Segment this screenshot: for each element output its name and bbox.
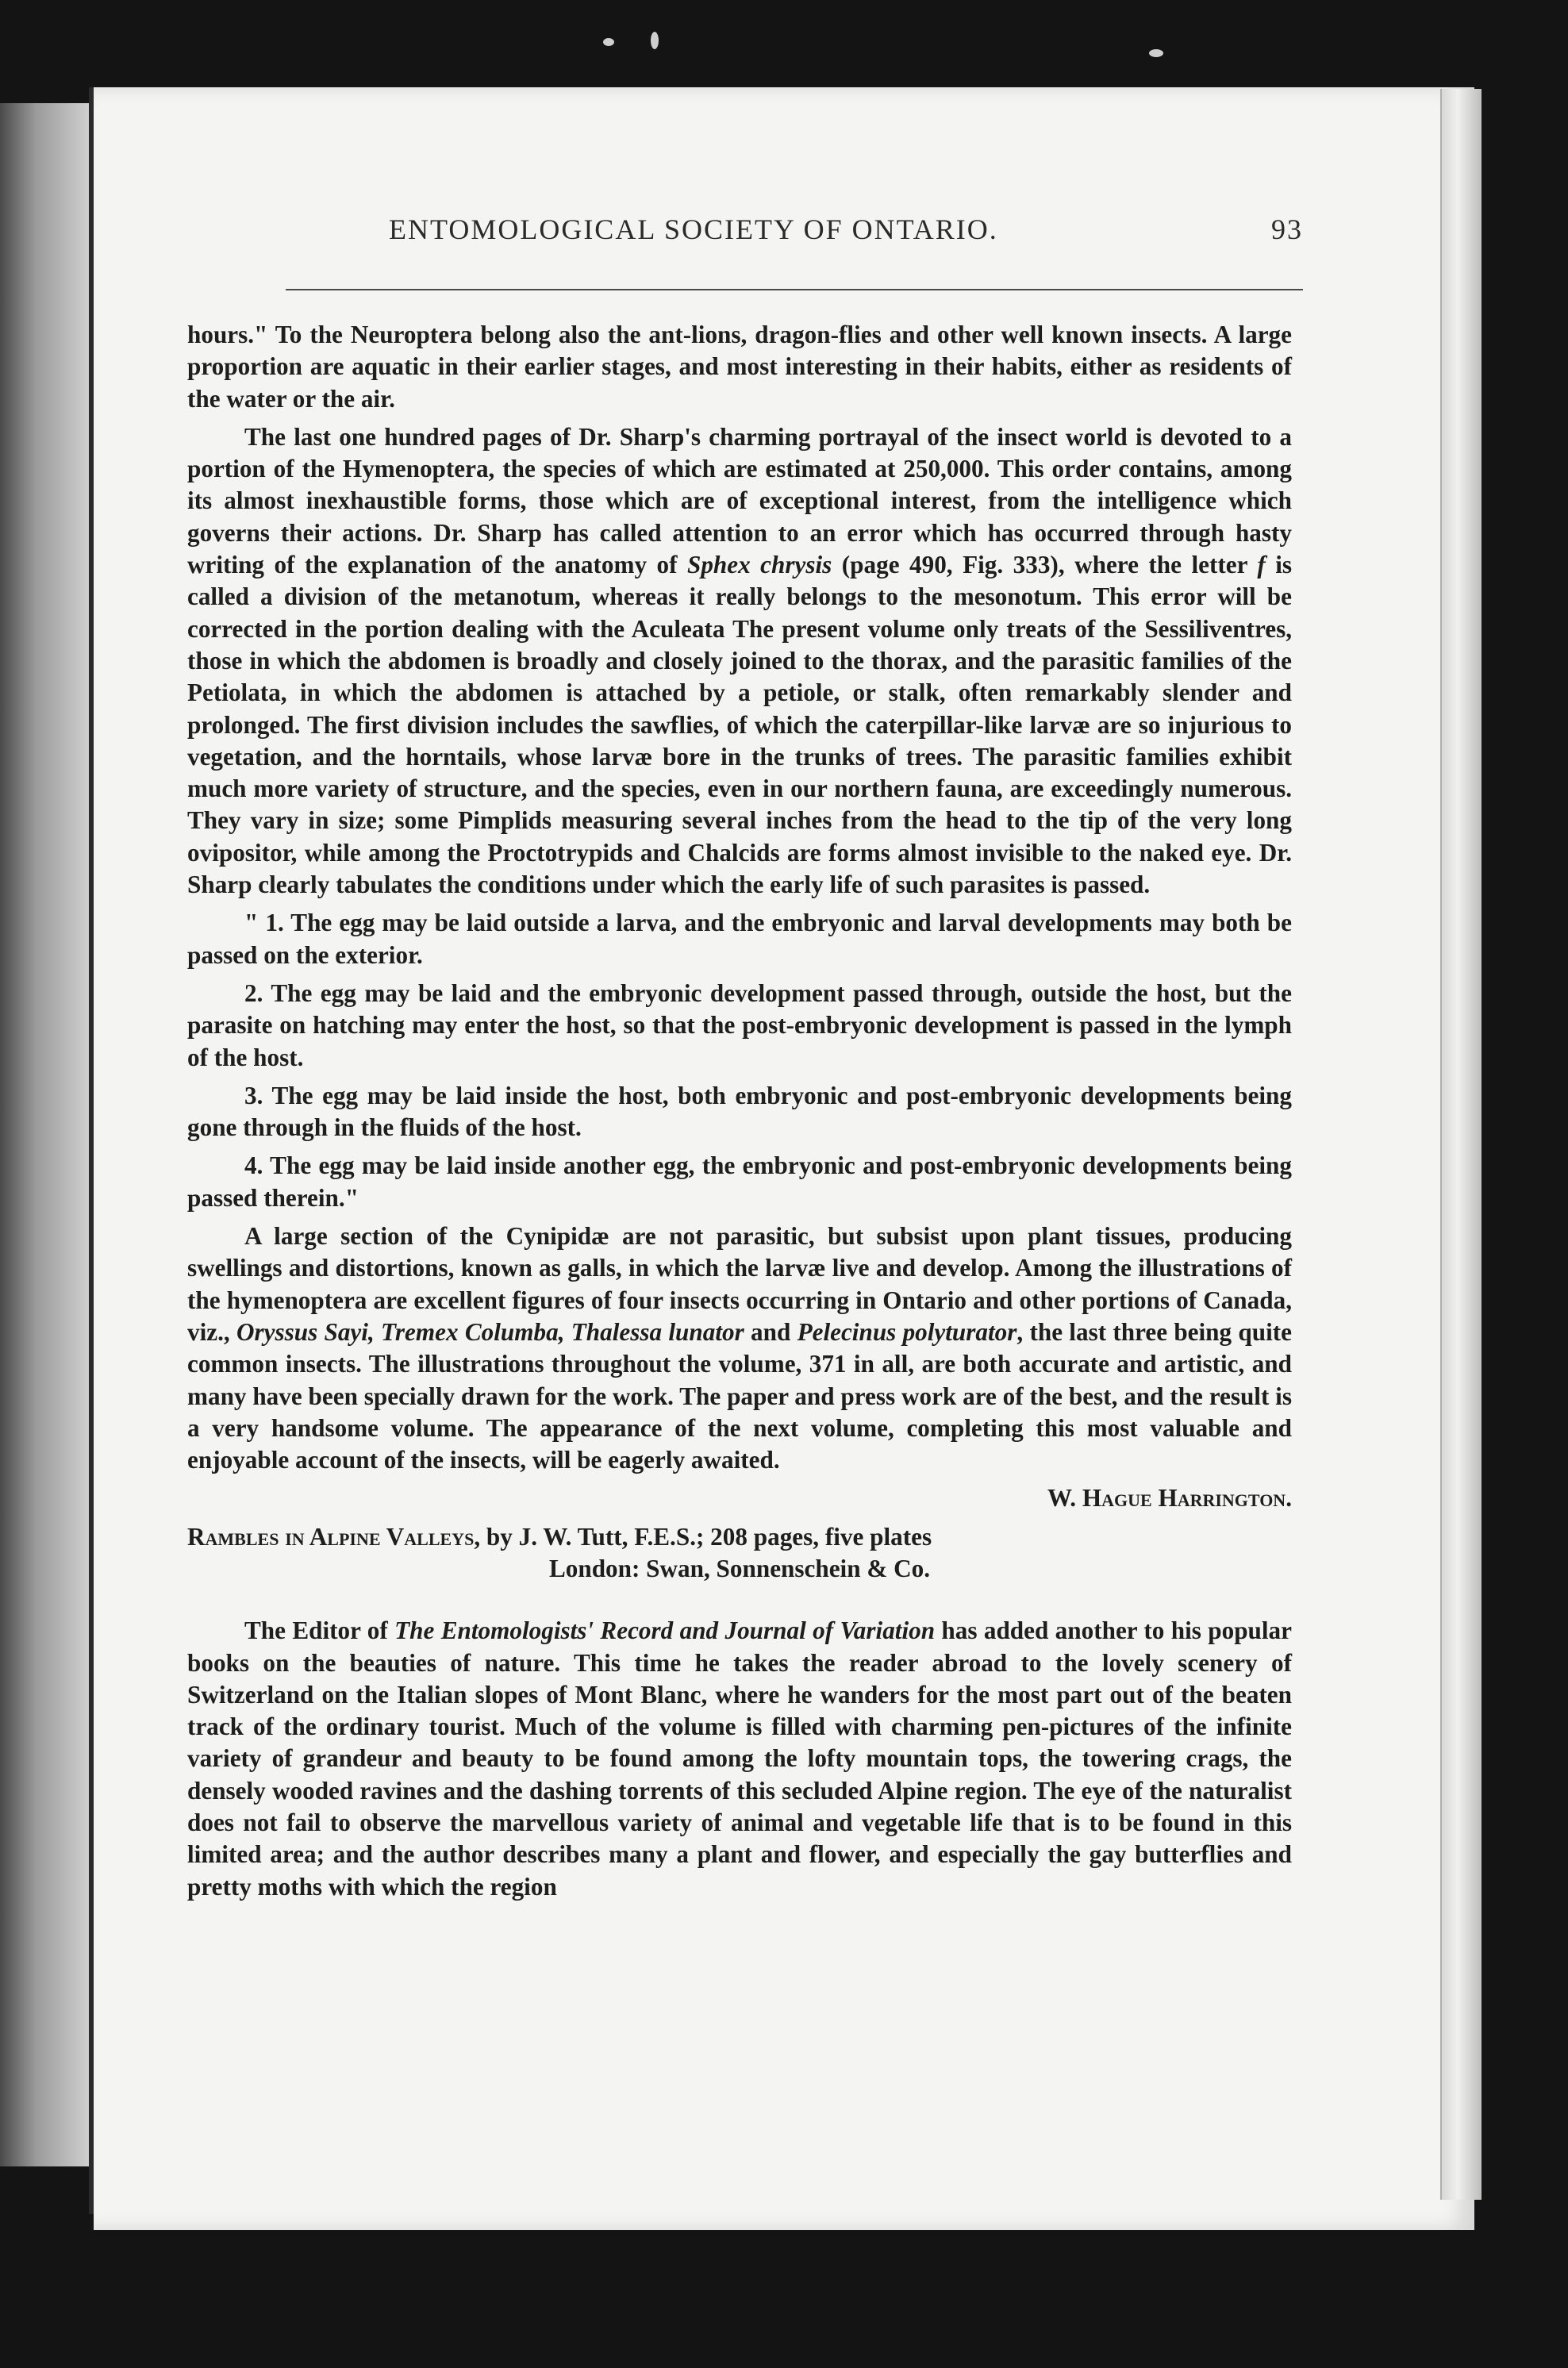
page-number: 93 bbox=[1271, 213, 1303, 245]
paragraph bbox=[187, 1615, 1292, 1903]
italic-run: Pelecinus polyturator bbox=[797, 1317, 1017, 1346]
header-rule bbox=[286, 289, 1303, 290]
signature: W. Hague Harrington. bbox=[1047, 1484, 1292, 1513]
scan-speck bbox=[651, 32, 659, 49]
list-item: " 1. The egg may be laid outside a larva, and the embryonic and larval developments may both be passed on the exterior. bbox=[187, 909, 1292, 969]
text-run: A large section of the Cynipidæ are not parasitic, but subsist upon plant tissues, producing swellings and distortions, known as galls, in which the larvæ live and develop. Among the illustrations of the hymenoptera are excellent figures of four insects occurring in Ontario and other portions of Canada, viz., bbox=[187, 1222, 1292, 1346]
list-item: 4. The egg may be laid inside another egg, the embryonic and post-embryonic developments being passed therein." bbox=[187, 1151, 1292, 1212]
scan-speck bbox=[1149, 49, 1163, 57]
text-run: The last one hundred pages of Dr. Sharp's charming portrayal of the insect world is devoted to a portion of the Hymenoptera, the species of which are estimated at 250,000. This order contains, among its almost inexhaustible forms, those which are of exceptional interest, from the intelligence which governs their actions. Dr. Sharp has called attention to an error which has occurred through hasty writing of the explanation of the anatomy of bbox=[187, 422, 1292, 579]
italic-run: Oryssus Sayi, Tremex Columba, Thalessa lunator bbox=[236, 1317, 744, 1346]
review-publisher: London: Swan, Sonnenschein & Co. bbox=[548, 1554, 931, 1582]
text-run: is called a division of the metanotum, whereas it really belongs to the mesonotum. This error will be corrected in the portion dealing with the Aculeata The present volume only treats of the Sessiliventres, those in which the abdomen is broadly and closely joined to the thorax, and the parasitic families of the Petiolata, in which the abdomen is attached by a petiole, or stalk, often remarkably slender and prolonged. The first division includes the sawflies, of which the caterpillar-like larvæ are so injurious to vegetation, and the horntails, whose larvæ bore in the trunks of trees. The parasitic families exhibit much more variety of structure, and the species, even in our northern fauna, are exceedingly numerous. They vary in size; some Pimplids measuring several inches from the head to the tip of the very long ovipositor, while among the Proctotrypids and Chalcids are forms almost invisible to the naked eye. Dr. Sharp clearly tabulates the conditions under which the early life of such parasites is passed. bbox=[187, 551, 1292, 899]
text-run: The Editor of bbox=[244, 1616, 395, 1645]
paragraph bbox=[187, 421, 1292, 901]
page-edge bbox=[1440, 89, 1482, 2200]
review-heading bbox=[187, 1521, 1292, 1586]
paragraph: hours." To the Neuroptera belong also the ant-lions, dragon-flies and other well known insects. A large proportion are aquatic in their earlier stages, and most interesting in their habits, either as residents of the water or the air. bbox=[187, 321, 1292, 413]
scan-speck bbox=[603, 38, 614, 46]
review-details: , by J. W. Tutt, F.E.S.; 208 pages, five plates bbox=[474, 1522, 932, 1551]
text-run: (page 490, Fig. 333), where the letter bbox=[832, 551, 1258, 579]
text-run: , the last three being quite common insects. The illustrations throughout the volume, 371 in all, are both accurate and artistic, and many have been specially drawn for the work. The paper and press work are of the best, and the result is a very handsome volume. The appearance of the next volume, completing this most valuable and enjoyable account of the insects, will be eagerly awaited. bbox=[187, 1317, 1292, 1474]
page-body bbox=[187, 319, 1292, 1909]
italic-run: Sphex chrysis bbox=[686, 551, 832, 579]
list-item: 2. The egg may be laid and the embryonic development passed through, outside the host, but the parasite on hatching may enter the host, so that the post-embryonic development is passed in the lymph of the host. bbox=[187, 978, 1292, 1071]
review-title: Rambles in Alpine Valleys bbox=[187, 1522, 475, 1551]
paragraph bbox=[187, 1221, 1292, 1476]
running-header bbox=[286, 213, 1303, 260]
italic-run: The Entomologists' Record and Journal of Variation bbox=[394, 1616, 936, 1645]
running-title: ENTOMOLOGICAL SOCIETY OF ONTARIO. bbox=[389, 213, 998, 245]
facing-page-edge bbox=[0, 103, 89, 2166]
text-run: and bbox=[744, 1317, 797, 1346]
italic-run: f bbox=[1257, 551, 1266, 579]
list-item: 3. The egg may be laid inside the host, both embryonic and post-embryonic developments being gone through in the fluids of the host. bbox=[187, 1081, 1292, 1142]
text-run: has added another to his popular books on the beauties of nature. This time he takes the reader abroad to the lovely scenery of Switzerland on the Italian slopes of Mont Blanc, where he wanders for the most part out of the beaten track of the ordinary tourist. Much of the volume is filled with charming pen-pictures of the infinite variety of grandeur and beauty to be found among the lofty mountain tops, the towering crags, the densely wooded ravines and the dashing torrents of this secluded Alpine region. The eye of the naturalist does not fail to observe the marvellous variety of animal and vegetable life that is to be found in this limited area; and the author describes many a plant and flower, and especially the gay butterflies and pretty moths with which the region bbox=[187, 1616, 1292, 1901]
